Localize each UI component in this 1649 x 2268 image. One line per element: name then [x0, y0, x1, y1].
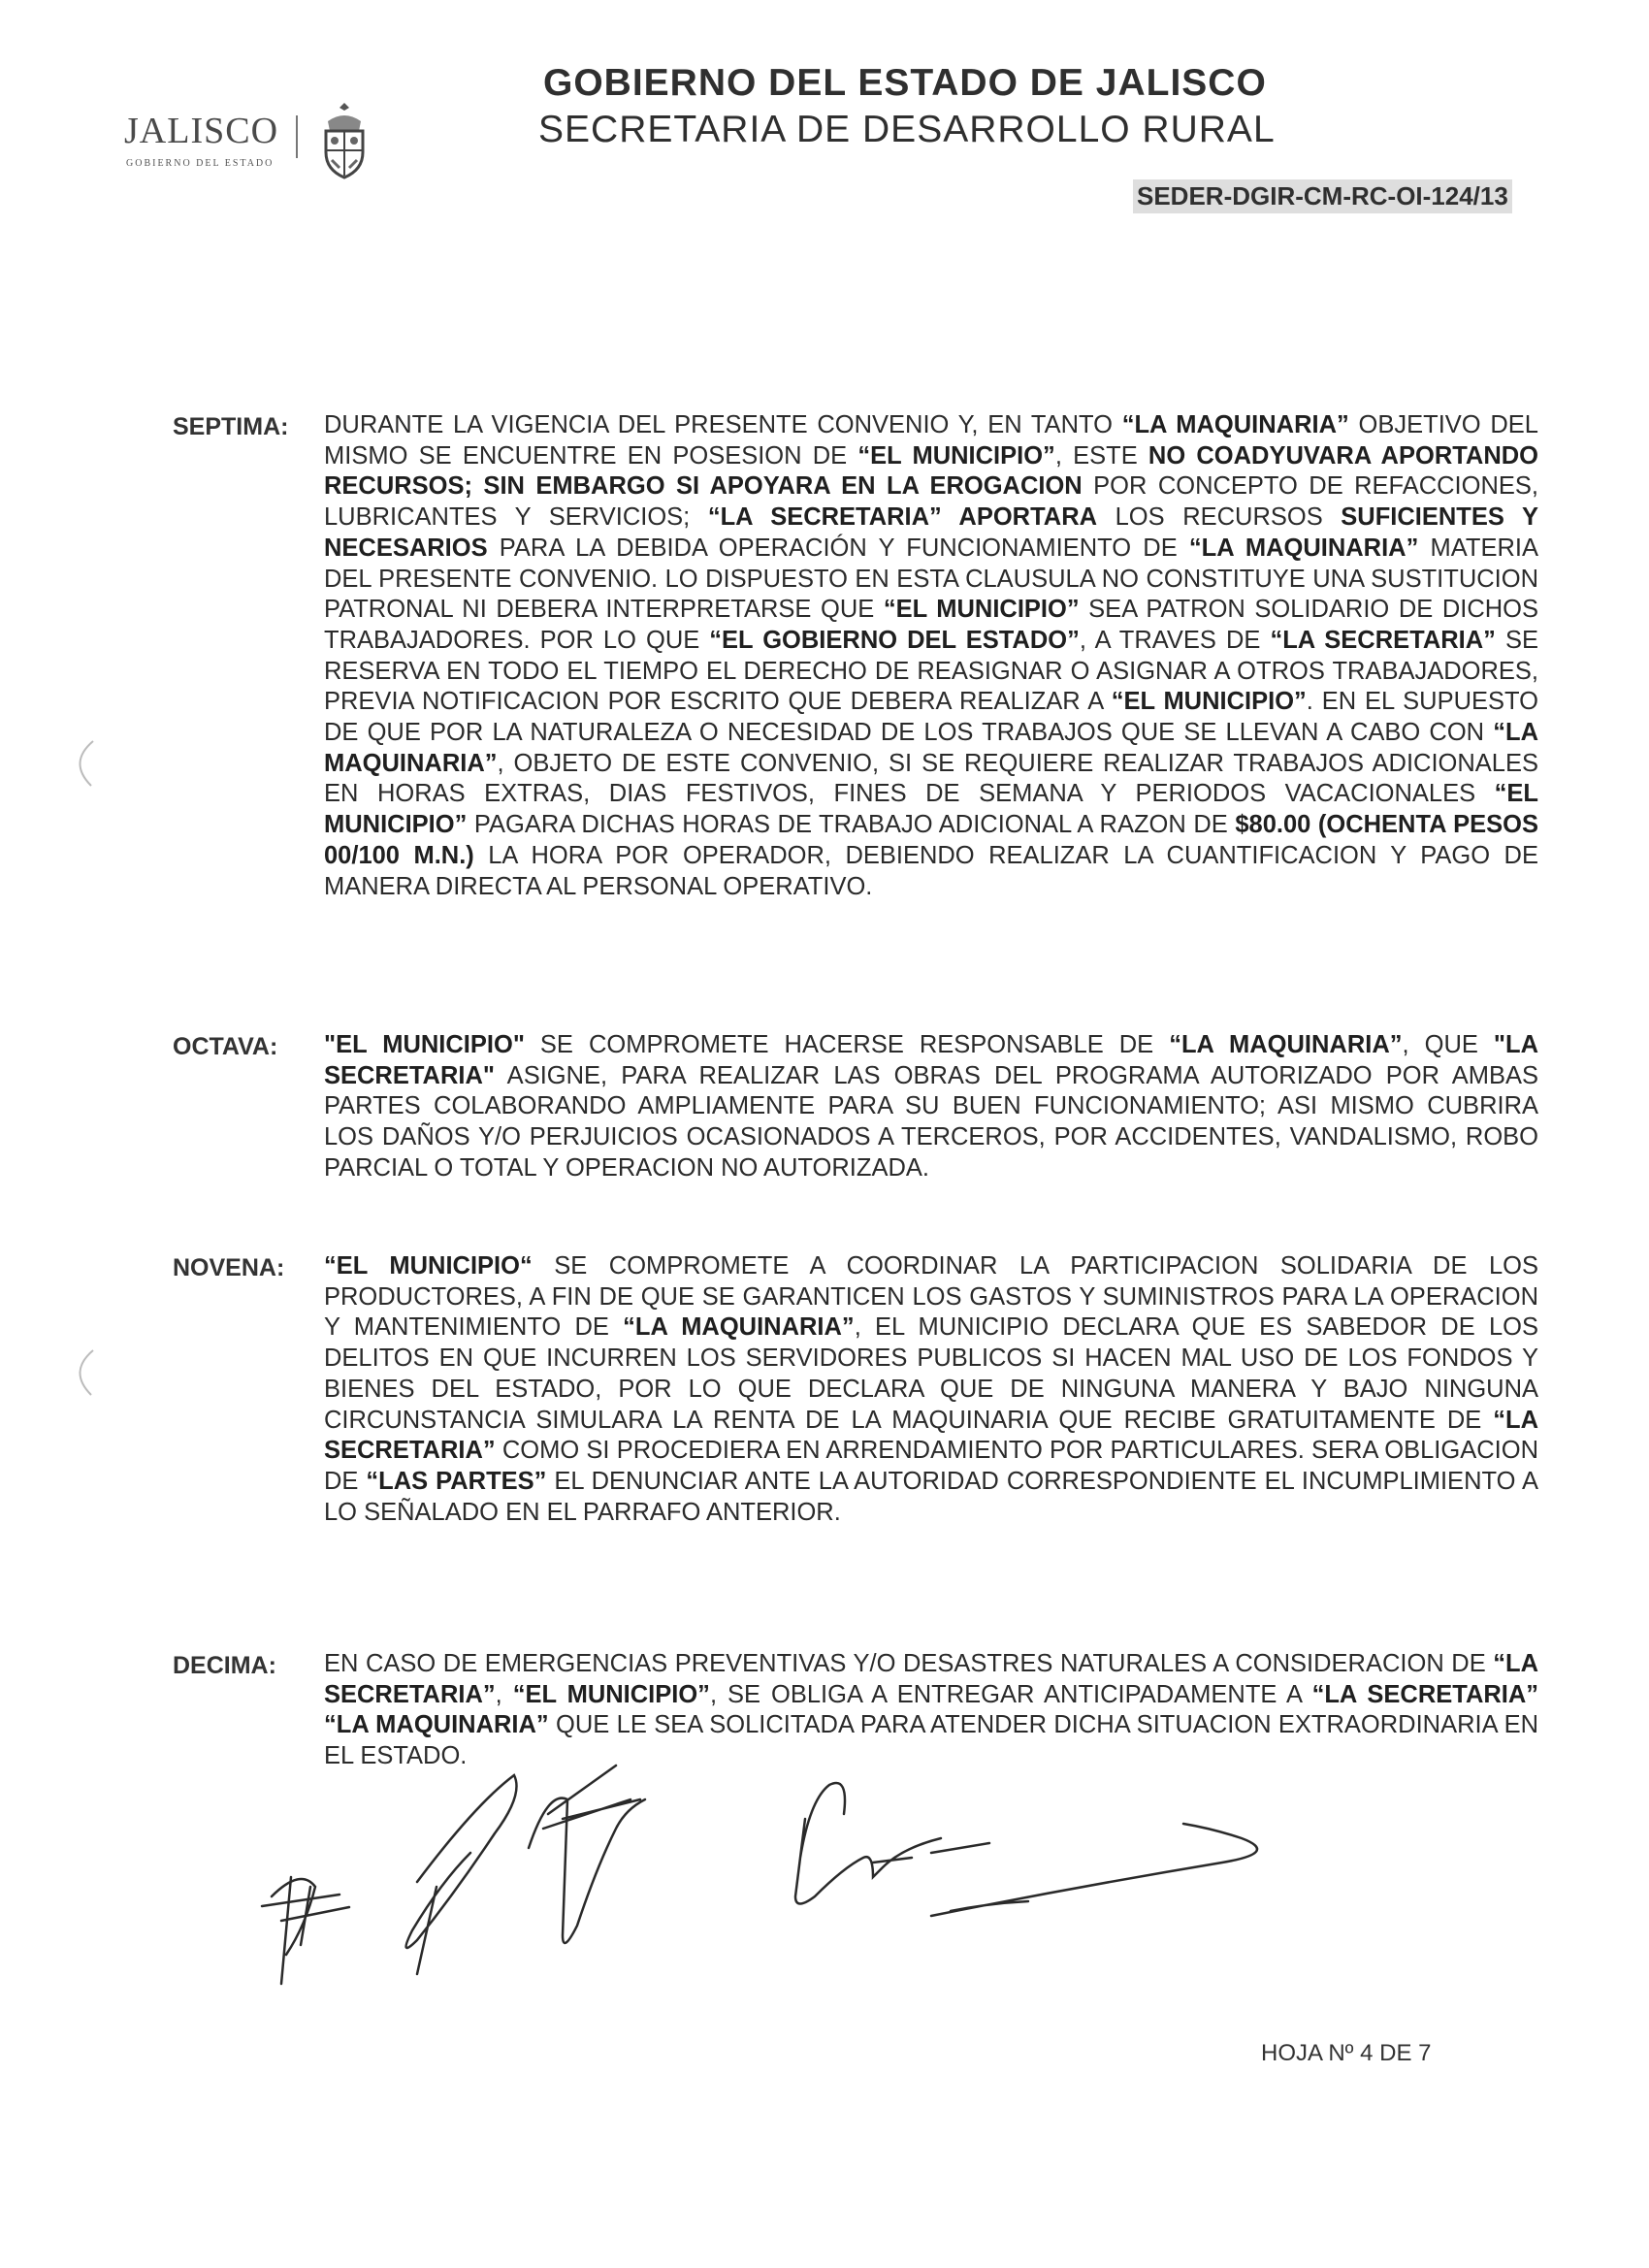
page-number: HOJA Nº 4 DE 7: [1261, 2040, 1432, 2066]
bold-term: “EL MUNICIPIO”: [324, 780, 1538, 839]
clause-segment: LOS RECURSOS: [1097, 503, 1342, 532]
bold-term: “LA SECRETARIA”: [324, 1650, 1538, 1708]
bold-term: “LA MAQUINARIA”: [1169, 1031, 1403, 1058]
clause-segment: EL DENUNCIAR ANTE LA AUTORIDAD CORRESPONDIENTE EL INCUMPLIMIENTO A LO SEÑALADO EN EL PARRAFO ANTERIOR.: [324, 1467, 1539, 1526]
clause-segment: , QUE: [1402, 1031, 1494, 1058]
bold-term: “LA MAQUINARIA”: [324, 1711, 549, 1739]
bold-term: “LA SECRETARIA” APORTARA: [707, 503, 1098, 532]
clause-text: [324, 1030, 1538, 1184]
bold-term: “LA MAQUINARIA”: [324, 719, 1538, 777]
bold-term: “LA MAQUINARIA”: [1121, 411, 1349, 438]
bold-term: SUFICIENTES Y NECESARIOS: [324, 503, 1539, 562]
bold-term: "EL MUNICIPIO": [324, 1031, 525, 1058]
bold-term: “EL MUNICIPIO“: [324, 1252, 533, 1280]
clause-segment: SE COMPROMETE A COORDINAR LA PARTICIPACION SOLIDARIA DE LOS PRODUCTORES, A FIN DE QUE SE GARANTICEN LOS GASTOS Y SUMINISTROS PARA LA OPERACION Y MANTENIMIENTO DE: [324, 1252, 1538, 1342]
clause-segment: QUE LE SEA SOLICITADA PARA ATENDER DICHA SITUACION EXTRAORDINARIA EN EL ESTADO.: [324, 1711, 1538, 1770]
logo-wordmark: JALISCO: [124, 111, 279, 151]
punch-hole-mark: [66, 737, 105, 795]
clause-label: SEPTIMA:: [173, 413, 289, 440]
bold-term: “LA MAQUINARIA”: [1188, 534, 1419, 562]
clause-segment: PAGARA DICHAS HORAS DE TRABAJO ADICIONAL A RAZON DE: [467, 811, 1236, 839]
clause-segment: , SE OBLIGA A ENTREGAR ANTICIPADAMENTE A: [709, 1680, 1312, 1708]
bold-term: $80.00 (OCHENTA PESOS 00/100 M.N.): [324, 811, 1539, 869]
clause-segment: EN CASO DE EMERGENCIAS PREVENTIVAS Y/O DESASTRES NATURALES A CONSIDERACION DE: [324, 1650, 1494, 1677]
bold-term: “LA SECRETARIA”: [324, 1406, 1538, 1465]
jalisco-logo: [124, 102, 386, 179]
clause-segment: PARA LA DEBIDA OPERACIÓN Y FUNCIONAMIENTO DE: [487, 534, 1189, 562]
clause-segment: , A TRAVES DE: [1079, 626, 1271, 654]
clause-segment: ,: [495, 1680, 513, 1708]
signatures: [252, 1741, 1271, 2003]
clause-segment: SE RESERVA EN TODO EL TIEMPO EL DERECHO DE REASIGNAR O ASIGNAR A OTROS TRABAJADORES, PREVIA NOTIFICACION POR ESCRITO QUE DEBERA REALIZAR A: [324, 626, 1538, 716]
logo-divider: [296, 115, 298, 158]
bold-term: “EL MUNICIPIO”: [1111, 688, 1307, 716]
clause-segment: POR CONCEPTO DE REFACCIONES, LUBRICANTES Y SERVICIOS;: [324, 472, 1538, 532]
clause-label: NOVENA:: [173, 1254, 285, 1281]
bold-term: "LA SECRETARIA": [324, 1031, 1538, 1089]
bold-term: “LA SECRETARIA”: [1270, 626, 1496, 654]
clause-label: OCTAVA:: [173, 1033, 278, 1060]
clause-segment: , ESTE: [1054, 441, 1148, 470]
logo-tagline: GOBIERNO DEL ESTADO: [126, 158, 275, 169]
bold-term: “LA SECRETARIA”: [1311, 1680, 1539, 1708]
bold-term: NO COADYUVARA APORTANDO RECURSOS; SIN EMBARGO SI APOYARA EN LA EROGACION: [324, 441, 1538, 501]
clause-segment: LA HORA POR OPERADOR, DEBIENDO REALIZAR LA CUANTIFICACION Y PAGO DE MANERA DIRECTA AL PERSONAL OPERATIVO.: [324, 841, 1538, 900]
clause-text: [324, 1251, 1538, 1528]
clause-segment: , OBJETO DE ESTE CONVENIO, SI SE REQUIERE REALIZAR TRABAJOS ADICIONALES EN HORAS EXTRAS, DIAS FESTIVOS, FINES DE SEMANA Y PERIODOS VACACIONALES: [324, 749, 1538, 808]
clause-segment: SE COMPROMETE HACERSE RESPONSABLE DE: [524, 1031, 1170, 1058]
clause-segment: . EN EL SUPUESTO DE QUE POR LA NATURALEZA O NECESIDAD DE LOS TRABAJOS QUE SE LLEVAN A CABO CON: [324, 688, 1538, 747]
reference-code: SEDER-DGIR-CM-RC-OI-124/13: [1133, 179, 1512, 213]
bold-term: “EL MUNICIPIO”: [883, 596, 1080, 624]
coat-of-arms-icon: [314, 102, 374, 181]
bold-term: “EL MUNICIPIO”: [512, 1680, 710, 1708]
page-title: GOBIERNO DEL ESTADO DE JALISCO: [543, 62, 1267, 104]
clause-segment: ASIGNE, PARA REALIZAR LAS OBRAS DEL PROGRAMA AUTORIZADO POR AMBAS PARTES COLABORANDO AMPLIAMENTE PARA SU BUEN FUNCIONAMIENTO; ASI MISMO CUBRIRA LOS DAÑOS Y/O PERJUICIOS OCASIONADOS A TERCEROS, POR ACCIDENTES, VANDALISMO, ROBO PARCIAL O TOTAL Y OPERACION NO AUTORIZADA.: [324, 1061, 1538, 1182]
clause-segment: SEA PATRON SOLIDARIO DE DICHOS TRABAJADORES. POR LO QUE: [324, 596, 1538, 654]
clause-segment: OBJETIVO DEL MISMO SE ENCUENTRE EN POSESION DE: [324, 411, 1538, 470]
clause-segment: DURANTE LA VIGENCIA DEL PRESENTE CONVENIO Y, EN TANTO: [324, 411, 1122, 438]
page-subtitle: SECRETARIA DE DESARROLLO RURAL: [538, 109, 1276, 150]
bold-term: “EL MUNICIPIO”: [857, 441, 1055, 470]
bold-term: “LAS PARTES”: [366, 1467, 547, 1495]
bold-term: “LA MAQUINARIA”: [623, 1313, 855, 1342]
clause-segment: COMO SI PROCEDIERA EN ARRENDAMIENTO POR PARTICULARES. SERA OBLIGACION DE: [324, 1437, 1538, 1495]
clause-segment: MATERIA DEL PRESENTE CONVENIO. LO DISPUESTO EN ESTA CLAUSULA NO CONSTITUYE UNA SUSTITUCION PATRONAL NI DEBERA INTERPRETARSE QUE: [324, 534, 1538, 624]
clause-text: [324, 410, 1538, 902]
punch-hole-mark: [66, 1346, 105, 1405]
clause-label: DECIMA:: [173, 1652, 276, 1679]
bold-term: “EL GOBIERNO DEL ESTADO”: [709, 626, 1080, 654]
clause-segment: , EL MUNICIPIO DECLARA QUE ES SABEDOR DE LOS DELITOS EN QUE INCURREN LOS SERVIDORES PUBLICOS SI HACEN MAL USO DE LOS FONDOS Y BIENES DEL ESTADO, POR LO QUE DECLARA QUE DE NINGUNA MANERA Y BAJO NINGUNA CIRCUNSTANCIA SIMULARA LA RENTA DE LA MAQUINARIA QUE RECIBE GRATUITAMENTE DE: [324, 1313, 1538, 1434]
